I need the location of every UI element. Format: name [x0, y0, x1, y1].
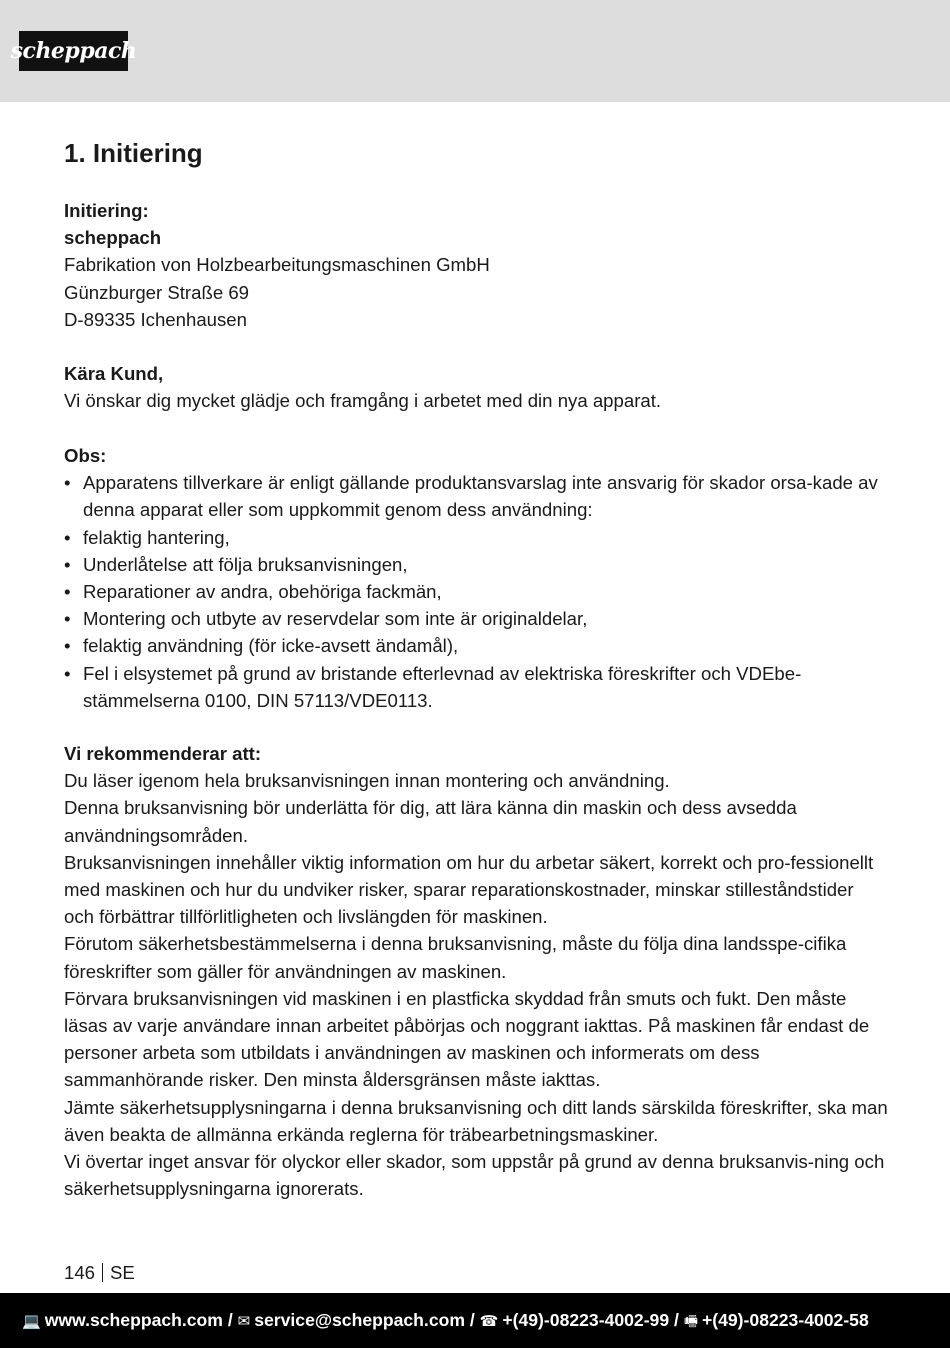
obs-item-text: Reparationer av andra, obehöriga fackmän,	[83, 581, 442, 603]
footer-fax: +(49)-08223-4002-58	[701, 1310, 869, 1330]
computer-icon: 💻	[22, 1313, 41, 1330]
obs-item	[64, 551, 888, 578]
obs-item	[64, 578, 888, 605]
obs-item	[64, 632, 888, 659]
footer-phone: +(49)-08223-4002-99	[502, 1310, 670, 1330]
recommend-heading: Vi rekommenderar att:	[64, 743, 262, 764]
footer-contact	[22, 1309, 869, 1333]
footer-separator: /	[222, 1310, 238, 1330]
recommend-paragraph: Du läser igenom hela bruksanvisningen innan montering och användning.	[64, 770, 670, 792]
section-title: 1. Initiering	[64, 138, 203, 168]
footer-website[interactable]: www.scheppach.com	[44, 1310, 223, 1330]
footer-separator: /	[465, 1310, 480, 1330]
recommend-paragraph: Förutom säkerhetsbestämmelserna i denna bruksanvisning, måste du följa dina landsspe-cifika föreskrifter som gäller för användningen av maskinen.	[64, 933, 847, 982]
page-language: SE	[110, 1262, 135, 1283]
obs-block	[64, 442, 888, 714]
fax-icon: 🖷	[683, 1313, 698, 1330]
obs-item-text: Montering och utbyte av reservdelar som inte är originaldelar,	[83, 608, 588, 630]
obs-list	[64, 469, 888, 714]
page-number-value: 146	[64, 1262, 96, 1283]
recommend-paragraph: Bruksanvisningen innehåller viktig information om hur du arbetar säkert, korrekt och pro-fessionellt med maskinen och hur du undviker risker, sparar reparationskostnader, minskar stilleståndstider och förbättrar tillförlitligheten och livslängden för maskinen.	[64, 851, 874, 928]
greeting-block	[64, 360, 888, 414]
obs-item-text: felaktig användning (för icke-avsett ändamål),	[83, 635, 459, 657]
phone-icon: ☎	[479, 1313, 499, 1330]
company-block	[64, 197, 888, 333]
company-street: Günzburger Straße 69	[64, 281, 250, 303]
greeting-text: Vi önskar dig mycket glädje och framgång i arbetet med din nya apparat.	[64, 390, 662, 412]
greeting-heading: Kära Kund,	[64, 363, 164, 384]
recommend-block	[64, 740, 888, 1202]
page-footer	[0, 1293, 950, 1348]
page-number	[64, 1260, 135, 1286]
scheppach-logo: scheppach	[19, 31, 128, 71]
obs-item	[64, 605, 888, 632]
obs-heading: Obs:	[64, 445, 107, 466]
recommend-paragraph: Jämte säkerhetsupplysningarna i denna bruksanvisning och ditt lands särskilda föreskrifter, ska man även beakta de allmänna erkända reglerna för träbearbetningsmaskiner.	[64, 1096, 888, 1145]
page-header	[0, 0, 950, 102]
company-heading: Initiering:	[64, 200, 149, 221]
obs-item	[64, 524, 888, 551]
company-name: scheppach	[64, 227, 162, 249]
obs-item-text: Apparatens tillverkare är enligt gällande produktansvarslag inte ansvarig för skador orsa-kade av denna apparat eller som uppkommit genom dess användning:	[83, 472, 878, 521]
company-line: Fabrikation von Holzbearbeitungsmaschinen GmbH	[64, 254, 490, 276]
footer-separator: /	[669, 1310, 684, 1330]
obs-item-text: felaktig hantering,	[83, 526, 230, 548]
recommend-paragraph: Förvara bruksanvisningen vid maskinen i en plastficka skyddad från smuts och fukt. Den måste läsas av varje användare innan arbeitet påbörjas och noggrant iakttas. På maskinen får endast de personer arbeta som utbildats i användningen av maskinen och informerats om dess sammanhörande risker. Den minsta åldersgränsen måste iakttas.	[64, 987, 870, 1091]
obs-item	[64, 469, 888, 523]
recommend-paragraph: Vi övertar inget ansvar för olyckor eller skador, som uppstår på grund av denna bruksanvis-ning och säkerhetsupplysningarna ignorerats.	[64, 1151, 885, 1200]
page-separator	[102, 1263, 103, 1282]
obs-item-text: Underlåtelse att följa bruksanvisningen,	[83, 553, 408, 575]
obs-item-text: Fel i elsystemet på grund av bristande efterlevnad av elektriska föreskrifter och VDEbe-stämmelserna 0100, DIN 57113/VDE0113.	[83, 662, 802, 711]
company-city: D-89335 Ichenhausen	[64, 308, 247, 330]
obs-item	[64, 660, 888, 714]
mail-icon: ✉	[237, 1313, 251, 1330]
footer-email[interactable]: service@scheppach.com	[254, 1310, 465, 1330]
recommend-paragraph: Denna bruksanvisning bör underlätta för dig, att lära känna din maskin och dess avsedda användningsområden.	[64, 797, 797, 846]
